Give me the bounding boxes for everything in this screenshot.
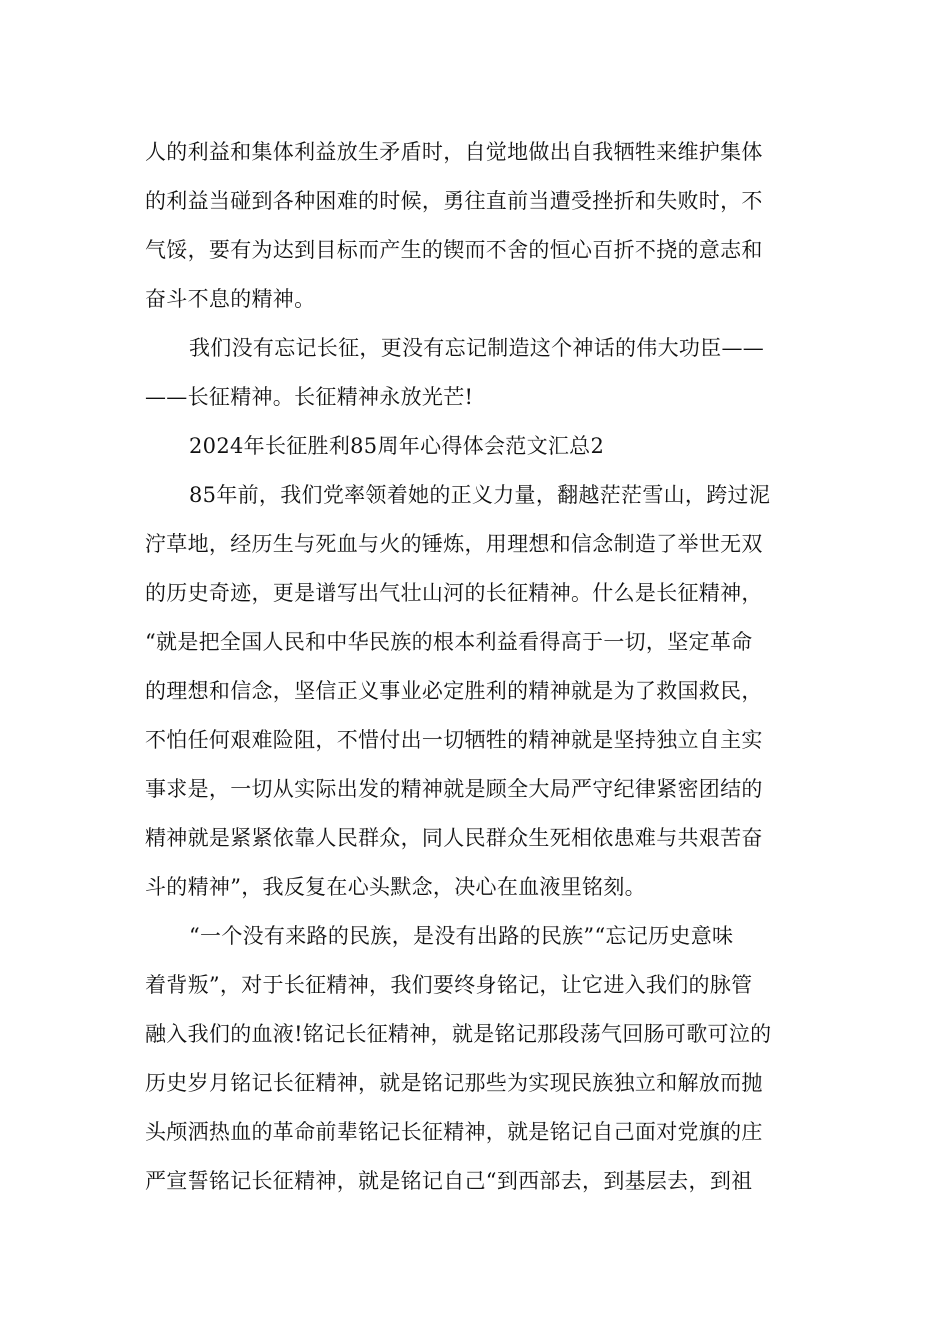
- text-line: 的历史奇迹，更是谱写出气壮山河的长征精神。什么是长征精神，: [145, 581, 763, 605]
- text-line: “就是把全国人民和中华民族的根本利益看得高于一切，坚定革命: [145, 630, 753, 654]
- text-line: “一个没有来路的民族，是没有出路的民族”“忘记历史意味: [189, 924, 734, 948]
- text-line: 着背叛”，对于长征精神，我们要终身铭记，让它进入我们的脉管: [145, 973, 753, 997]
- document-body: [145, 128, 810, 1206]
- text-line: 精神就是紧紧依靠人民群众，同人民群众生死相依患难与共艰苦奋: [145, 826, 763, 850]
- text-line: 奋斗不息的精神。: [145, 287, 316, 311]
- text-line: 头颅洒热血的革命前辈铭记长征精神，就是铭记自己面对党旗的庄: [145, 1120, 763, 1144]
- text-line: 斗的精神”，我反复在心头默念，决心在血液里铭刻。: [145, 875, 646, 899]
- text-line: 的利益当碰到各种困难的时候，勇往直前当遭受挫折和失败时，不: [145, 189, 763, 213]
- text-line: 2024年长征胜利85周年心得体会范文汇总2: [189, 434, 605, 458]
- text-line: 事求是，一切从实际出发的精神就是顾全大局严守纪律紧密团结的: [145, 777, 763, 801]
- text-line: 融入我们的血液!铭记长征精神，就是铭记那段荡气回肠可歌可泣的: [145, 1022, 772, 1046]
- text-line: 我们没有忘记长征，更没有忘记制造这个神话的伟大功臣——: [189, 336, 765, 360]
- text-line: ——长征精神。长征精神永放光芒!: [145, 385, 474, 409]
- text-line: 人的利益和集体利益放生矛盾时，自觉地做出自我牺牲来维护集体: [145, 140, 763, 164]
- text-line: 泞草地，经历生与死血与火的锤炼，用理想和信念制造了举世无双: [145, 532, 763, 556]
- text-line: 历史岁月铭记长征精神，就是铭记那些为实现民族独立和解放而抛: [145, 1071, 763, 1095]
- text-line: 85年前，我们党率领着她的正义力量，翻越茫茫雪山，跨过泥: [189, 483, 771, 507]
- text-line: 气馁，要有为达到目标而产生的锲而不舍的恒心百折不挠的意志和: [145, 238, 763, 262]
- text-line: 的理想和信念，坚信正义事业必定胜利的精神就是为了救国救民，: [145, 679, 763, 703]
- text-line: 严宣誓铭记长征精神，就是铭记自己“到西部去，到基层去，到祖: [145, 1169, 753, 1193]
- text-line: 不怕任何艰难险阻，不惜付出一切牺牲的精神就是坚持独立自主实: [145, 728, 763, 752]
